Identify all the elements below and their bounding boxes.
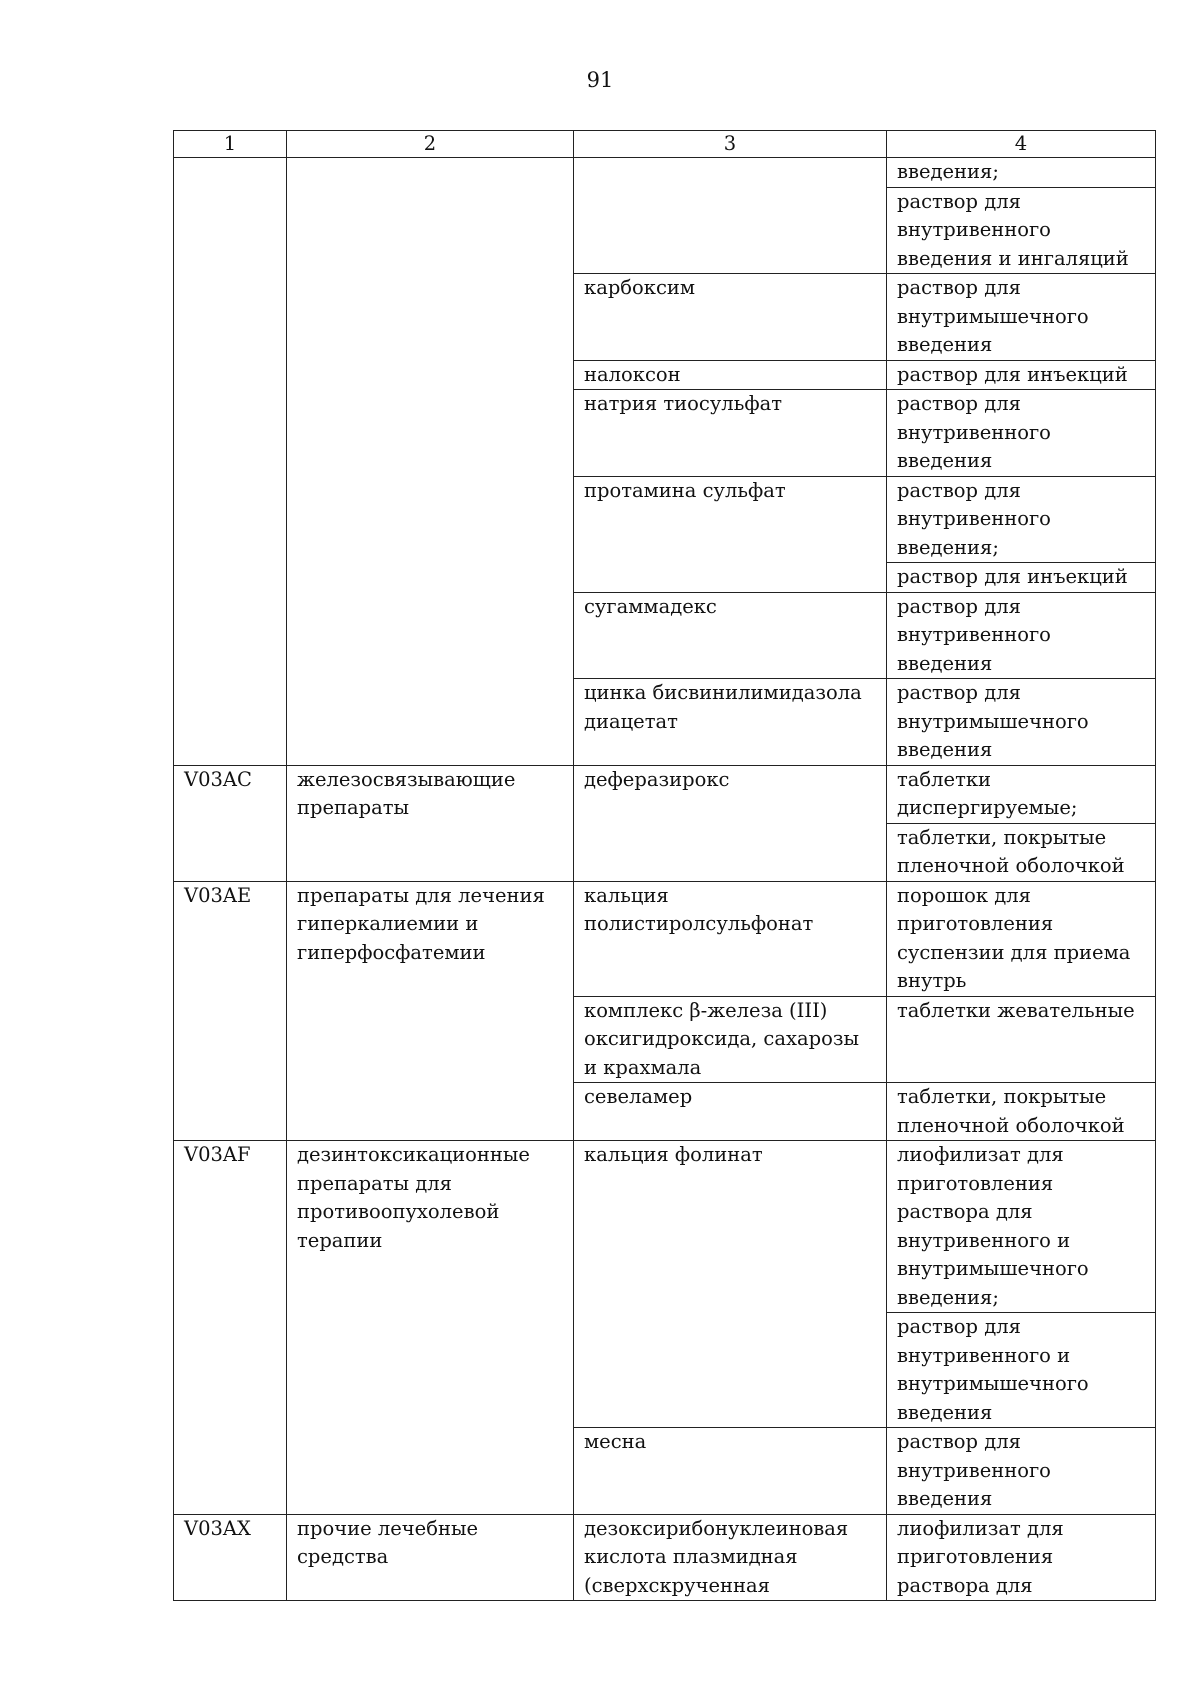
table-row <box>174 881 1156 996</box>
table-header <box>174 131 1156 158</box>
form-cell: таблетки жевательные <box>887 996 1156 1083</box>
drug-cell: комплекс β-железа (III) оксигидроксида, сахарозы и крахмала <box>574 996 887 1083</box>
form-cell: раствор для внутривенного введения; <box>887 476 1156 563</box>
header-col-2: 2 <box>287 131 574 158</box>
form-cell: лиофилизат для приготовления раствора для <box>887 1514 1156 1601</box>
form-cell: раствор для внутривенного введения <box>887 592 1156 679</box>
drug-cell: месна <box>574 1428 887 1515</box>
drug-cell: севеламер <box>574 1083 887 1141</box>
group-cell <box>287 158 574 766</box>
form-cell: раствор для внутривенного введения <box>887 390 1156 477</box>
group-cell: железосвязывающие препараты <box>287 765 574 881</box>
form-cell: таблетки, покрытые пленочной оболочкой <box>887 823 1156 881</box>
header-row <box>174 131 1156 158</box>
form-cell: лиофилизат для приготовления раствора для внутривенного и внутримышечного введения; <box>887 1141 1156 1313</box>
header-col-3: 3 <box>574 131 887 158</box>
table-row <box>174 158 1156 188</box>
drug-cell: протамина сульфат <box>574 476 887 592</box>
form-cell: таблетки, покрытые пленочной оболочкой <box>887 1083 1156 1141</box>
atc-code-cell: V03AF <box>174 1141 287 1515</box>
drug-cell: кальция полистиролсульфонат <box>574 881 887 996</box>
medication-table <box>173 130 1156 1601</box>
form-cell: раствор для внутримышечного введения <box>887 274 1156 361</box>
drug-cell: карбоксим <box>574 274 887 361</box>
form-cell: раствор для внутривенного и внутримышечного введения <box>887 1313 1156 1428</box>
group-cell: дезинтоксикационные препараты для противоопухолевой терапии <box>287 1141 574 1515</box>
drug-cell: натрия тиосульфат <box>574 390 887 477</box>
header-col-4: 4 <box>887 131 1156 158</box>
form-cell: раствор для инъекций <box>887 360 1156 390</box>
drug-cell <box>574 158 887 274</box>
drug-cell: налоксон <box>574 360 887 390</box>
group-cell: прочие лечебные средства <box>287 1514 574 1601</box>
form-cell: раствор для внутривенного введения <box>887 1428 1156 1515</box>
form-cell: раствор для внутримышечного введения <box>887 679 1156 766</box>
drug-cell: сугаммадекс <box>574 592 887 679</box>
table-row <box>174 1141 1156 1313</box>
form-cell: таблетки диспергируемые; <box>887 765 1156 823</box>
table-row <box>174 765 1156 823</box>
atc-code-cell: V03AE <box>174 881 287 1141</box>
atc-code-cell: V03AC <box>174 765 287 881</box>
form-cell: раствор для внутривенного введения и ингаляций <box>887 187 1156 274</box>
table-row <box>174 1514 1156 1601</box>
code-cell <box>174 158 287 766</box>
drug-cell: деферазирокс <box>574 765 887 881</box>
drug-cell: цинка бисвинилимидазола диацетат <box>574 679 887 766</box>
header-col-1: 1 <box>174 131 287 158</box>
form-cell: введения; <box>887 158 1156 188</box>
form-cell: порошок для приготовления суспензии для приема внутрь <box>887 881 1156 996</box>
drug-cell: дезоксирибонуклеиновая кислота плазмидная (сверхскрученная <box>574 1514 887 1601</box>
page-number: 91 <box>586 68 614 92</box>
group-cell: препараты для лечения гиперкалиемии и гиперфосфатемии <box>287 881 574 1141</box>
form-cell: раствор для инъекций <box>887 563 1156 593</box>
atc-code-cell: V03AX <box>174 1514 287 1601</box>
drug-cell: кальция фолинат <box>574 1141 887 1428</box>
